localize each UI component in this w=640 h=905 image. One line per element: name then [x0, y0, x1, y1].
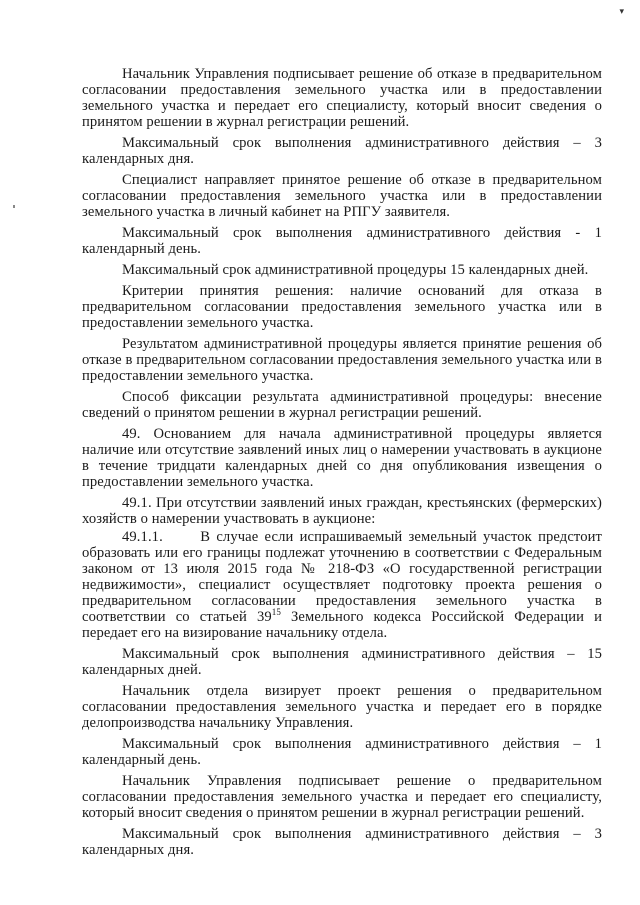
item-number: 49.1.1. — [122, 529, 163, 545]
scan-speck — [13, 205, 15, 208]
item-text-continued: Земельного кодекса Российской Федерации и передает его на визирование начальнику отдела. — [82, 609, 603, 641]
document-body — [82, 66, 602, 863]
paragraph: Начальник отдела визирует проект решения о предварительном согласовании предоставления земельного участка и передает его в порядке делопроизводства начальнику Управления. — [82, 683, 602, 731]
paragraph: 49. Основанием для начала административной процедуры является наличие или отсутствие заявлений иных лиц о намерении участвовать в аукционе в течение тридцати календарных дней со дня опубликования извещения о предоставлении земельного участка. — [82, 426, 602, 490]
superscript: 15 — [271, 607, 281, 618]
item-text: В случае если испрашиваемый земельный участок предстоит образовать или его границы подлежат уточнению в соответствии с Федеральным законом от 13 июля 2015 года № 218-ФЗ «О государственной регистрации недвижимости», специалист осуществляет подготовку проекта решения о предварительном согласовании предоставления земельного участка в соответствии со статьей 39 — [82, 529, 602, 625]
paragraph: Максимальный срок выполнения административного действия - 1 календарный день. — [82, 225, 602, 257]
paragraph: 49.1. При отсутствии заявлений иных граждан, крестьянских (фермерских) хозяйств о намерении участвовать в аукционе: — [82, 495, 602, 527]
paragraph: Критерии принятия решения: наличие оснований для отказа в предварительном согласовании предоставления земельного участка или в предоставлении земельного участка. — [82, 283, 602, 331]
paragraph: Начальник Управления подписывает решение о предварительном согласовании предоставления земельного участка и передает его специалисту, который вносит сведения о принятом решении в журнал регистрации решений. — [82, 773, 602, 821]
item-49-1-1 — [82, 529, 602, 641]
paragraph: Результатом административной процедуры является принятие решения об отказе в предварительном согласовании предоставления земельного участка или в предоставлении земельного участка. — [82, 336, 602, 384]
paragraph: Максимальный срок выполнения административного действия – 3 календарных дня. — [82, 826, 602, 858]
paragraph: Максимальный срок административной процедуры 15 календарных дней. — [122, 262, 589, 278]
paragraph: Максимальный срок выполнения административного действия – 3 календарных дня. — [82, 135, 602, 167]
paragraph: Начальник Управления подписывает решение об отказе в предварительном согласовании предоставления земельного участка или в предоставлении земельного участка и передает его специалисту, который вносит сведения о принятом решении в журнал регистрации решений. — [82, 66, 602, 130]
paragraph: Максимальный срок выполнения административного действия – 1 календарный день. — [82, 736, 602, 768]
paragraph: Максимальный срок выполнения административного действия – 15 календарных дней. — [82, 646, 602, 678]
paragraph: Специалист направляет принятое решение об отказе в предварительном согласовании предоставления земельного участка или в предоставлении земельного участка в личный кабинет на РПГУ заявителя. — [82, 172, 602, 220]
corner-mark: ▾ — [619, 6, 624, 16]
paragraph: Способ фиксации результата административной процедуры: внесение сведений о принятом решении в журнал регистрации решений. — [82, 389, 602, 421]
